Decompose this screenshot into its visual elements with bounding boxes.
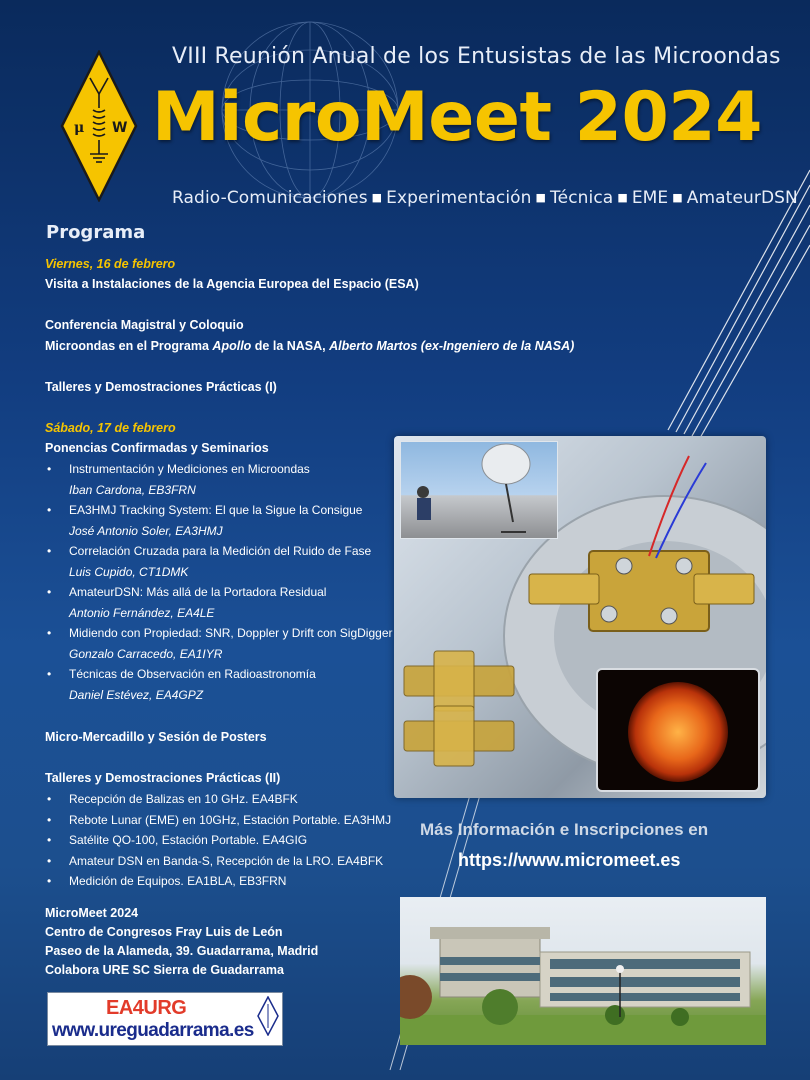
- list-item: [45, 789, 391, 810]
- conference-mid: de la NASA,: [251, 339, 330, 353]
- bullet-icon: •: [47, 792, 52, 806]
- event-tagline: [172, 188, 798, 208]
- conference-speaker: Alberto Martos (ex-Ingeniero de la NASA): [329, 339, 575, 353]
- bullet-icon: •: [47, 874, 52, 888]
- sponsor-url[interactable]: www.ureguadarrama.es: [52, 1020, 254, 1041]
- satellite-dish-photo: [400, 441, 558, 539]
- talk-title: Instrumentación y Mediciones en Microondas: [69, 462, 310, 476]
- info-text: Más Información e Inscripciones en: [420, 820, 709, 839]
- ure-badge-icon: [257, 996, 279, 1036]
- bullet-icon: •: [47, 853, 52, 868]
- conference-apollo: Apollo: [212, 339, 252, 353]
- bullet-icon: •: [47, 462, 52, 476]
- bullet-icon: •: [47, 503, 52, 517]
- talk-speaker: Daniel Estévez, EA4GPZ: [69, 687, 204, 702]
- list-item: [45, 582, 393, 623]
- tagline-item: AmateurDSN: [686, 188, 798, 208]
- saturday-date: Sábado, 17 de febrero: [45, 421, 176, 435]
- talk-speaker: José Antonio Soler, EA3HMJ: [69, 523, 223, 538]
- logo-letter-mu: μ: [74, 120, 85, 136]
- list-item: [45, 851, 391, 872]
- bullet-icon: •: [47, 667, 52, 681]
- logo-letter-w: W: [112, 120, 128, 136]
- talk-speaker: Gonzalo Carracedo, EA1IYR: [69, 646, 223, 661]
- venue-line: Paseo de la Alameda, 39. Guadarrama, Madrid: [45, 944, 319, 958]
- talk-speaker: Iban Cardona, EB3FRN: [69, 482, 196, 497]
- building-illustration: [400, 897, 766, 1045]
- bullet-icon: •: [47, 626, 52, 640]
- tagline-item: Experimentación: [386, 188, 532, 208]
- list-item: [45, 459, 393, 500]
- workshop-item: Medición de Equipos. EA1BLA, EB3FRN: [69, 874, 287, 888]
- list-item: [45, 541, 393, 582]
- sun-illustration: [598, 670, 758, 790]
- friday-visit: Visita a Instalaciones de la Agencia Europea del Espacio (ESA): [45, 277, 419, 291]
- workshop-item: Satélite QO-100, Estación Portable. EA4GIG: [69, 833, 308, 847]
- sponsor-callsign: EA4URG: [106, 997, 187, 1019]
- tagline-item: EME: [631, 188, 669, 208]
- venue-line: Colabora URE SC Sierra de Guadarrama: [45, 963, 284, 977]
- bullet-icon: •: [47, 544, 52, 558]
- bullet-icon: •: [47, 812, 52, 827]
- conference-title: Conferencia Magistral y Coloquio: [45, 318, 244, 332]
- dish-illustration: [401, 442, 559, 540]
- bullet-icon: •: [47, 833, 52, 847]
- square-bullet-icon: ■: [672, 191, 683, 204]
- talk-title: Midiendo con Propiedad: SNR, Doppler y Drift con SigDigger: [69, 626, 393, 640]
- workshops-ii-title: Talleres y Demostraciones Prácticas (II): [45, 771, 281, 785]
- conference-description: [45, 339, 574, 353]
- workshop-item: Rebote Lunar (EME) en 10GHz, Estación Portable. EA3HMJ: [69, 812, 392, 827]
- talk-title: EA3HMJ Tracking System: El que la Sigue la Consigue: [69, 503, 363, 517]
- program-heading: Programa: [46, 222, 146, 243]
- venue-building-photo: [400, 897, 766, 1045]
- friday-date: Viernes, 16 de febrero: [45, 257, 176, 271]
- event-supertitle: VIII Reunión Anual de los Entusistas de las Microondas: [172, 44, 781, 69]
- talk-speaker: Antonio Fernández, EA4LE: [69, 605, 215, 620]
- venue-block: [45, 904, 318, 980]
- website-link[interactable]: https://www.micromeet.es: [458, 850, 681, 870]
- square-bullet-icon: ■: [617, 191, 628, 204]
- workshop-item: Recepción de Balizas en 10 GHz. EA4BFK: [69, 792, 298, 806]
- list-item: [45, 664, 393, 705]
- friday-workshops: Talleres y Demostraciones Prácticas (I): [45, 380, 277, 394]
- sponsor-banner[interactable]: [47, 992, 283, 1046]
- bullet-icon: •: [47, 585, 52, 599]
- venue-line: Centro de Congresos Fray Luis de León: [45, 925, 283, 939]
- conference-pre: Microondas en el Programa: [45, 339, 213, 353]
- tagline-item: Técnica: [550, 188, 614, 208]
- list-item: [45, 830, 391, 851]
- talk-title: AmateurDSN: Más allá de la Portadora Residual: [69, 585, 327, 599]
- talk-title: Técnicas de Observación en Radioastronomía: [69, 667, 316, 681]
- square-bullet-icon: ■: [371, 191, 383, 204]
- talks-title: Ponencias Confirmadas y Seminarios: [45, 441, 269, 455]
- ure-logo-diamond: [60, 50, 138, 202]
- tagline-item: Radio-Comunicaciones: [172, 188, 368, 208]
- list-item: [45, 871, 391, 892]
- venue-line: MicroMeet 2024: [45, 906, 139, 920]
- list-item: [45, 500, 393, 541]
- sun-photo: [596, 668, 760, 792]
- list-item: [45, 810, 391, 831]
- workshop-item: Amateur DSN en Banda-S, Recepción de la LRO. EA4BFK: [69, 853, 384, 868]
- event-title: MicroMeet 2024: [152, 78, 762, 157]
- market-title: Micro-Mercadillo y Sesión de Posters: [45, 730, 267, 744]
- talk-title: Correlación Cruzada para la Medición del Ruido de Fase: [69, 544, 372, 558]
- workshops-list: [45, 789, 391, 892]
- square-bullet-icon: ■: [535, 191, 547, 204]
- talks-list: [45, 459, 393, 705]
- talk-speaker: Luis Cupido, CT1DMK: [69, 564, 189, 579]
- list-item: [45, 623, 393, 664]
